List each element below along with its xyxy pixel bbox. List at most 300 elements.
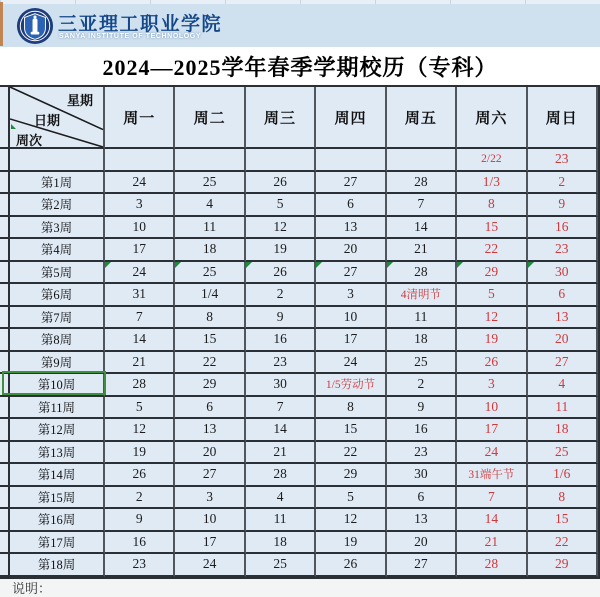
day-cell[interactable] [316,284,386,307]
day-cell-text: 6 [206,398,213,414]
day-cell-text: 28 [273,466,287,482]
day-cell-text: 14 [484,511,499,527]
day-cell-text: 28 [484,556,499,572]
day-cell-text: 11 [555,398,569,414]
day-cell-text: 11 [203,218,217,234]
day-cell-text: 27 [414,556,428,572]
day-cell[interactable] [387,239,457,262]
day-cell-text: 23 [555,151,569,167]
day-cell-text: 8 [487,196,495,212]
day-cell[interactable] [457,509,527,532]
day-cell[interactable] [105,532,175,555]
day-cell-text: 10 [202,511,217,527]
day-cell-text: 21 [273,443,287,459]
day-cell[interactable] [316,509,386,532]
day-cell[interactable] [387,442,457,465]
day-cell[interactable] [105,307,175,330]
day-cell[interactable] [246,442,316,465]
cropped-column-sliver [0,509,10,532]
day-cell-text: 24 [484,443,499,459]
day-cell-text: 21 [484,533,499,549]
day-cell-text: 15 [343,421,358,437]
day-cell[interactable] [528,419,598,442]
day-cell-text: 1/4 [201,286,219,302]
week-label-cell-text: 第17周 [37,535,76,550]
week-label-cell[interactable] [10,352,105,375]
day-cell[interactable] [387,532,457,555]
week-label-cell[interactable] [10,464,105,487]
week-label-cell-selected[interactable] [10,374,105,397]
week-label-cell-empty[interactable] [10,149,105,172]
cropped-column-sliver [0,307,10,330]
day-cell[interactable] [316,532,386,555]
day-cell-text: 28 [132,376,146,392]
day-cell[interactable] [175,419,245,442]
school-logo-icon [16,7,54,45]
week-label-cell[interactable] [10,554,105,577]
day-cell-text: 8 [347,398,354,414]
day-cell-text: 5 [276,196,284,212]
cropped-column-sliver-header [0,87,10,149]
day-cell-text: 24 [132,173,146,189]
day-cell[interactable] [316,329,386,352]
week-label-cell-text: 第12周 [37,423,76,438]
day-cell-text: 13 [343,218,358,234]
day-cell-text: 10 [343,308,358,324]
day-cell-text: 23 [414,443,428,459]
week-label-cell[interactable] [10,532,105,555]
day-cell[interactable] [175,487,245,510]
day-cell[interactable] [246,307,316,330]
day-header-7[interactable] [528,87,598,149]
week-label-cell-text: 第18周 [37,558,76,573]
day-cell[interactable] [528,194,598,217]
day-cell-text: 15 [484,218,499,234]
day-cell[interactable] [175,307,245,330]
cropped-column-sliver [0,239,10,262]
day-cell[interactable] [316,442,386,465]
day-cell-text: 24 [132,263,146,279]
day-cell[interactable] [316,194,386,217]
day-cell-text: 1/5劳动节 [325,379,376,392]
day-cell-text: 6 [417,488,425,504]
day-cell[interactable] [528,217,598,240]
day-cell[interactable] [246,149,316,172]
day-cell[interactable] [387,419,457,442]
day-cell-text: 23 [132,556,146,572]
day-cell[interactable] [246,284,316,307]
day-cell[interactable] [175,397,245,420]
day-cell[interactable] [528,509,598,532]
day-cell[interactable] [105,554,175,577]
day-cell[interactable] [528,397,598,420]
day-cell[interactable] [457,352,527,375]
day-cell-text: 13 [202,421,217,437]
day-cell[interactable] [175,442,245,465]
cropped-column-sliver [0,487,10,510]
week-label-cell-text: 第14周 [37,468,76,483]
day-cell-text: 2 [417,376,425,392]
day-cell[interactable] [105,172,175,195]
day-cell-text: 5 [347,488,354,504]
week-label-cell-text: 第4周 [40,243,73,258]
day-cell[interactable] [387,352,457,375]
day-cell[interactable] [105,374,175,397]
day-cell[interactable] [457,172,527,195]
day-cell-text: 11 [273,511,287,527]
day-cell-text: 15 [202,331,217,347]
day-cell[interactable] [457,262,527,285]
day-cell[interactable] [246,329,316,352]
day-cell-text: 29 [555,556,569,572]
day-cell-text: 7 [417,196,425,212]
day-cell[interactable] [528,329,598,352]
day-cell[interactable] [316,307,386,330]
day-cell[interactable] [387,284,457,307]
day-cell[interactable] [175,464,245,487]
day-cell[interactable] [175,532,245,555]
day-cell[interactable] [387,464,457,487]
day-cell-text: 7 [487,488,495,504]
day-cell[interactable] [105,149,175,172]
day-cell-text: 26 [132,466,146,482]
day-cell-text: 20 [414,533,428,549]
week-label-cell[interactable] [10,307,105,330]
day-cell-text: 22 [555,533,569,549]
week-label-cell[interactable] [10,284,105,307]
day-cell[interactable] [105,397,175,420]
page-title: 2024—2025学年春季学期校历（专科） [102,54,498,80]
day-cell-text: 8 [558,488,566,504]
day-cell-text: 14 [273,421,287,437]
day-cell-text: 20 [343,241,358,257]
day-cell[interactable] [528,149,598,172]
day-cell[interactable] [316,419,386,442]
day-cell[interactable] [105,509,175,532]
day-cell[interactable] [175,239,245,262]
corner-label-weeknum: 周次 [16,133,43,148]
day-cell-text: 3 [347,286,354,302]
week-label-cell[interactable] [10,172,105,195]
day-cell[interactable] [175,284,245,307]
day-cell[interactable] [175,172,245,195]
day-cell[interactable] [528,172,598,195]
corner-label-date: 日期 [34,113,61,128]
day-cell[interactable] [105,487,175,510]
day-cell[interactable] [246,487,316,510]
day-cell[interactable] [175,217,245,240]
day-cell-text: 23 [555,241,569,257]
day-cell[interactable] [457,487,527,510]
day-cell[interactable] [246,239,316,262]
day-cell[interactable] [105,284,175,307]
day-cell-text: 9 [417,398,425,414]
day-header-4[interactable] [316,87,386,149]
day-cell-text: 5 [487,286,495,302]
day-cell-text: 9 [135,511,143,527]
day-cell-text: 15 [555,511,569,527]
school-name-en: SANYA INSTITUTE OF TECHNOLOGY [59,33,202,40]
day-cell-text: 6 [347,196,354,212]
footnote-clipped-text: 说明： [12,581,52,596]
day-header-3-text: 周三 [264,109,297,127]
week-label-cell[interactable] [10,419,105,442]
day-cell-text: 13 [414,511,428,527]
day-cell-text: 14 [132,331,146,347]
week-label-cell-text: 第5周 [40,265,73,280]
day-cell[interactable] [528,352,598,375]
day-cell[interactable] [105,239,175,262]
day-cell-text: 1/6 [553,466,571,482]
day-header-2[interactable] [175,87,245,149]
week-label-cell[interactable] [10,239,105,262]
day-cell[interactable] [105,329,175,352]
day-cell-text: 16 [273,331,287,347]
day-header-7-text: 周日 [545,109,578,127]
cropped-column-sliver [0,149,10,172]
comment-marker-icon [11,124,16,129]
day-cell-text: 27 [343,263,358,279]
day-cell[interactable] [316,487,386,510]
day-cell[interactable] [387,194,457,217]
day-cell-text: 25 [414,353,428,369]
day-cell[interactable] [387,397,457,420]
day-cell-text: 16 [132,533,146,549]
day-cell[interactable] [246,374,316,397]
day-header-3[interactable] [246,87,316,149]
day-cell[interactable] [105,464,175,487]
day-cell-text: 25 [555,443,569,459]
cropped-column-sliver [0,397,10,420]
day-cell[interactable] [246,172,316,195]
day-cell-text: 18 [555,421,569,437]
day-cell[interactable] [105,352,175,375]
cropped-column-sliver [0,554,10,577]
day-cell-text: 10 [132,218,146,234]
day-cell-text: 18 [202,241,217,257]
day-cell-text: 19 [132,443,146,459]
day-cell[interactable] [246,464,316,487]
day-cell[interactable] [246,352,316,375]
day-cell-text: 27 [343,173,358,189]
day-cell[interactable] [246,509,316,532]
day-cell[interactable] [175,262,245,285]
week-label-cell[interactable] [10,487,105,510]
corner-label-week: 星期 [66,93,93,108]
calendar-title-row [0,47,600,85]
day-cell[interactable] [316,172,386,195]
day-cell-text: 28 [414,173,428,189]
day-header-4-text: 周四 [334,109,367,127]
day-cell[interactable] [316,149,386,172]
day-cell-text: 16 [555,218,569,234]
day-cell-text: 7 [276,398,284,414]
day-cell-text: 4清明节 [400,289,442,302]
cropped-column-sliver [0,419,10,442]
day-cell[interactable] [105,442,175,465]
week-label-cell[interactable] [10,442,105,465]
day-cell[interactable] [457,307,527,330]
day-cell[interactable] [528,554,598,577]
day-cell[interactable] [457,217,527,240]
day-cell[interactable] [457,239,527,262]
day-cell-text: 31 [132,286,146,302]
day-cell-text: 1/3 [482,173,500,189]
day-cell[interactable] [387,329,457,352]
day-cell[interactable] [246,217,316,240]
day-cell-text: 22 [484,241,499,257]
day-cell-text: 19 [484,331,499,347]
day-cell[interactable] [387,374,457,397]
day-cell-text: 2 [135,488,143,504]
day-cell[interactable] [457,554,527,577]
day-cell[interactable] [316,352,386,375]
day-cell[interactable] [387,554,457,577]
day-cell[interactable] [246,554,316,577]
day-cell[interactable] [316,262,386,285]
day-cell[interactable] [246,397,316,420]
day-cell[interactable] [528,442,598,465]
day-header-6[interactable] [457,87,527,149]
day-cell[interactable] [105,194,175,217]
day-cell-text: 24 [202,556,217,572]
day-cell[interactable] [457,532,527,555]
day-cell-text: 25 [202,263,217,279]
day-cell[interactable] [528,374,598,397]
school-banner [0,4,600,47]
day-cell[interactable] [316,464,386,487]
day-cell[interactable] [457,374,527,397]
week-label-cell-text: 第2周 [40,198,73,213]
day-cell[interactable] [105,217,175,240]
day-cell[interactable] [105,262,175,285]
day-cell-text: 29 [202,376,217,392]
day-cell[interactable] [246,532,316,555]
day-cell-text: 12 [343,511,358,527]
day-cell[interactable] [387,149,457,172]
day-cell-text: 12 [273,218,287,234]
day-cell-text: 16 [414,421,428,437]
day-cell[interactable] [316,239,386,262]
day-cell[interactable] [457,464,527,487]
day-cell[interactable] [387,217,457,240]
day-cell-text: 14 [414,218,428,234]
day-cell[interactable] [528,307,598,330]
day-header-6-text: 周六 [475,109,508,127]
day-cell-text: 31端午节 [468,469,515,482]
day-header-1[interactable] [105,87,175,149]
week-label-cell-text: 第10周 [37,378,76,393]
day-cell-text: 20 [202,443,217,459]
day-cell[interactable] [246,194,316,217]
day-cell-text: 9 [276,308,284,324]
cropped-column-sliver [0,284,10,307]
day-cell[interactable] [457,329,527,352]
day-cell[interactable] [528,532,598,555]
day-cell[interactable] [175,329,245,352]
day-cell[interactable] [457,442,527,465]
day-cell[interactable] [387,487,457,510]
day-cell[interactable] [175,352,245,375]
day-cell-text: 28 [414,263,428,279]
week-label-cell[interactable] [10,397,105,420]
day-cell[interactable] [175,554,245,577]
day-cell[interactable] [457,397,527,420]
week-label-cell[interactable] [10,262,105,285]
corner-header-cell[interactable] [10,87,105,149]
window-edge-artifact [0,2,3,46]
day-cell-text: 9 [558,196,566,212]
cropped-column-sliver [0,262,10,285]
day-cell-text: 26 [273,173,287,189]
day-cell-text: 2 [276,286,284,302]
day-cell[interactable] [528,284,598,307]
day-cell[interactable] [387,262,457,285]
day-cell[interactable] [175,149,245,172]
day-cell-text: 18 [414,331,428,347]
day-cell-text: 18 [273,533,287,549]
day-cell[interactable] [246,262,316,285]
day-cell-text: 29 [484,263,499,279]
day-cell[interactable] [528,239,598,262]
week-label-cell[interactable] [10,509,105,532]
day-cell[interactable] [528,464,598,487]
day-cell[interactable] [316,554,386,577]
day-cell-text: 27 [202,466,217,482]
day-cell-text: 24 [343,353,358,369]
day-cell[interactable] [175,374,245,397]
cropped-column-sliver [0,194,10,217]
day-cell[interactable] [316,374,386,397]
day-cell[interactable] [246,419,316,442]
day-cell-text: 17 [202,533,217,549]
day-cell[interactable] [457,419,527,442]
cropped-column-sliver [0,374,10,397]
day-cell[interactable] [387,172,457,195]
day-cell[interactable] [387,307,457,330]
week-label-cell-text: 第9周 [40,355,73,370]
day-cell[interactable] [175,509,245,532]
week-label-cell-text: 第11周 [37,400,76,415]
day-cell-text: 26 [484,353,499,369]
day-cell-text: 8 [206,308,213,324]
day-cell-text: 25 [202,173,217,189]
calendar-grid [0,85,600,579]
day-cell[interactable] [457,149,527,172]
day-cell-text: 5 [135,398,143,414]
week-label-cell[interactable] [10,217,105,240]
day-cell-text: 4 [206,196,213,212]
day-cell-text: 3 [487,376,495,392]
day-cell[interactable] [457,284,527,307]
week-label-cell-text: 第3周 [40,220,73,235]
week-label-cell[interactable] [10,194,105,217]
day-cell-text: 2 [558,173,566,189]
day-cell[interactable] [175,194,245,217]
day-cell[interactable] [316,217,386,240]
day-cell[interactable] [457,194,527,217]
day-cell[interactable] [387,509,457,532]
day-cell-text: 3 [135,196,143,212]
day-header-5[interactable] [387,87,457,149]
week-label-cell[interactable] [10,329,105,352]
day-cell[interactable] [528,262,598,285]
day-cell[interactable] [528,487,598,510]
week-label-cell-text: 第15周 [37,490,76,505]
day-cell[interactable] [105,419,175,442]
day-cell[interactable] [316,397,386,420]
day-cell-text: 2/22 [481,153,502,166]
